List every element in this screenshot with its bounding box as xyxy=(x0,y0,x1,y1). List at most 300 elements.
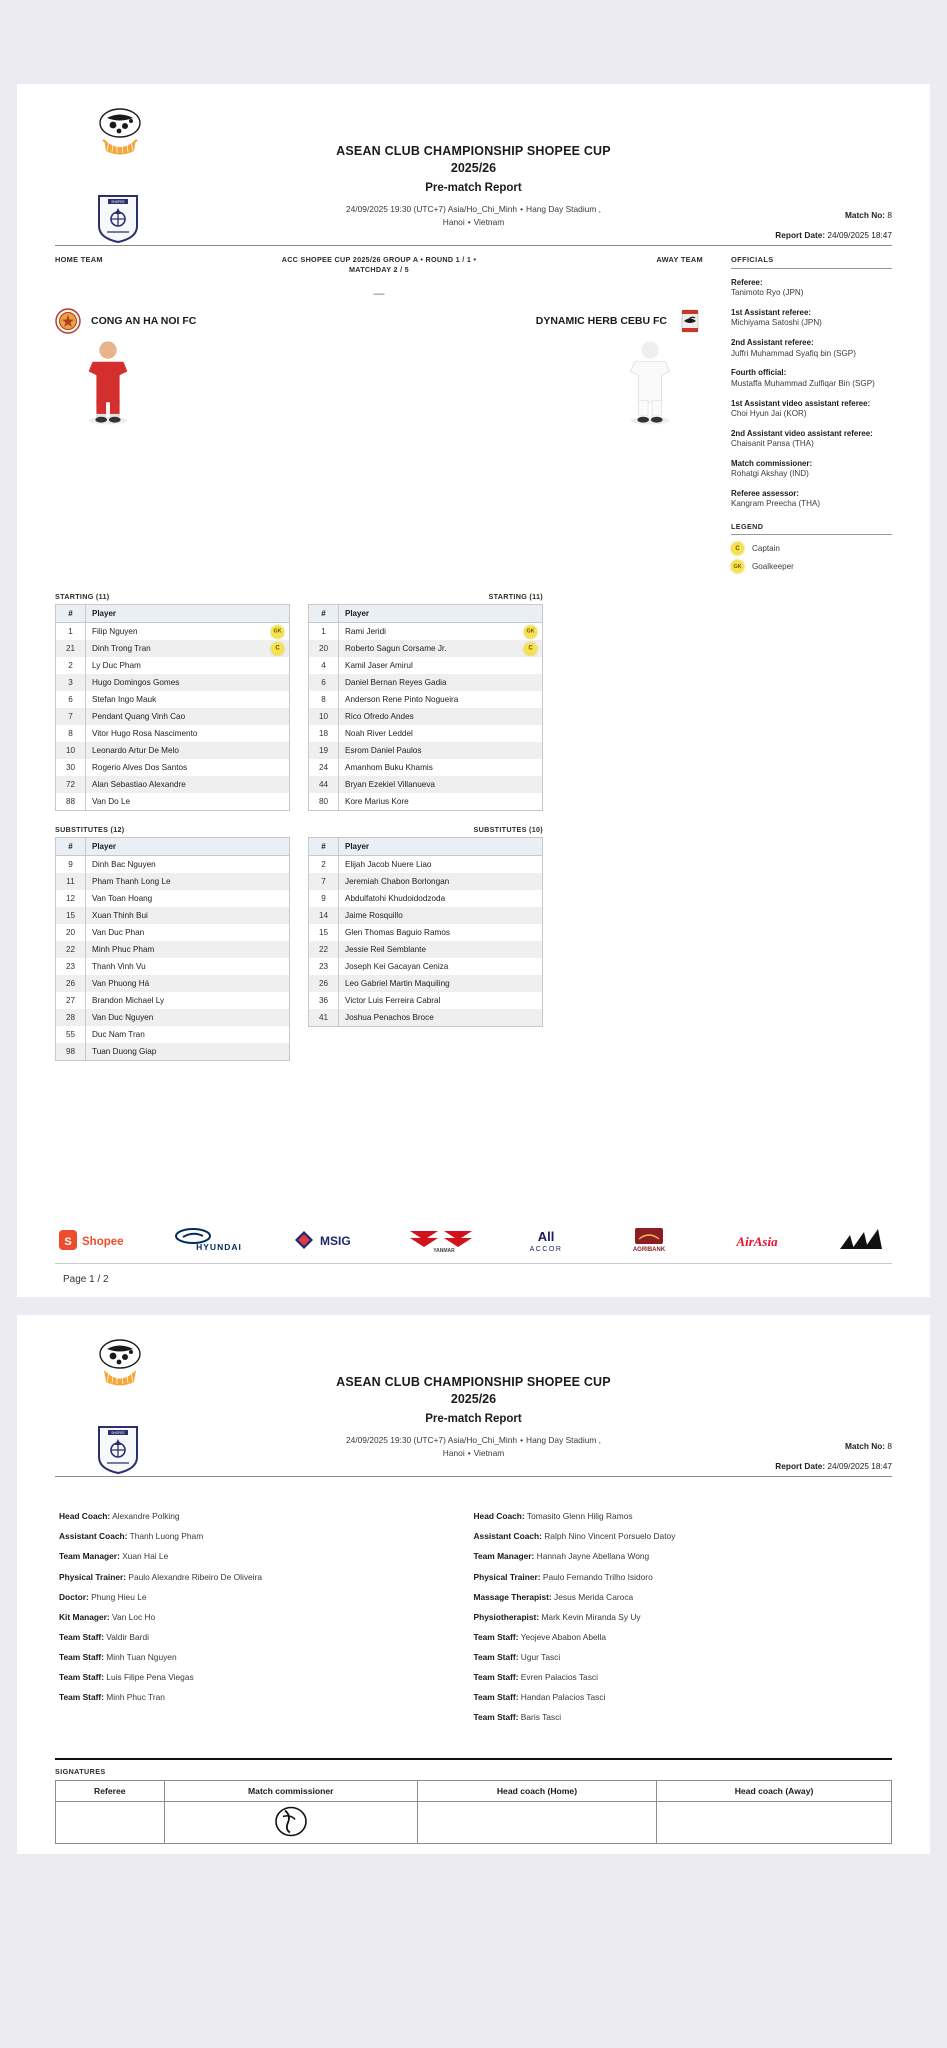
player-name-cell xyxy=(339,623,543,641)
col-header-number: # xyxy=(56,605,86,623)
staff-role: Assistant Coach: xyxy=(59,1531,128,1542)
player-name-cell xyxy=(339,992,543,1009)
player-name: Daniel Bernan Reyes Gadia xyxy=(345,678,447,688)
table-row xyxy=(309,793,543,811)
staff-role: Team Staff: xyxy=(473,1712,519,1723)
table-row xyxy=(56,1043,290,1061)
team-labels-row xyxy=(55,246,703,276)
player-name: Rogerio Alves Dos Santos xyxy=(92,763,188,773)
player-number: 21 xyxy=(56,640,86,657)
match-no-value-p2: 8 xyxy=(887,1441,892,1452)
home-starting-header xyxy=(55,592,290,601)
table-row xyxy=(309,623,543,641)
table-row xyxy=(309,856,543,874)
player-name-cell xyxy=(86,1009,290,1026)
report-date-value-p2: 24/09/2025 18:47 xyxy=(827,1461,892,1472)
player-name: Van Phuong Há xyxy=(92,979,150,989)
player-name-cell xyxy=(339,793,543,811)
table-row xyxy=(56,708,290,725)
player-name: Van Toan Hoang xyxy=(92,894,153,904)
official-item xyxy=(731,308,892,329)
official-name: Tanimoto Ryo (JPN) xyxy=(731,288,804,298)
player-number: 3 xyxy=(56,674,86,691)
home-starting-table xyxy=(55,604,290,811)
player-number: 1 xyxy=(309,623,339,641)
table-row xyxy=(56,1026,290,1043)
staff-role: Team Staff: xyxy=(59,1651,104,1662)
competition-title: ASEAN CLUB CHAMPIONSHIP SHOPEE CUP xyxy=(336,144,611,158)
player-name-cell xyxy=(339,759,543,776)
sponsor-yanmar xyxy=(404,1227,484,1253)
legend-item xyxy=(731,560,892,573)
player-name: Glen Thomas Baguio Ramos xyxy=(345,928,450,938)
player-name: Jessie Reil Semblante xyxy=(345,945,427,955)
staff-role: Team Staff: xyxy=(59,1671,104,1682)
page-number: Page 1 / 2 xyxy=(63,1274,109,1286)
signature-cell[interactable] xyxy=(56,1802,165,1844)
player-number: 7 xyxy=(56,708,86,725)
player-name: Elijah Jacob Nuere Liao xyxy=(345,860,432,870)
player-number: 36 xyxy=(309,992,339,1009)
player-number: 30 xyxy=(56,759,86,776)
table-row xyxy=(309,958,543,975)
table-row xyxy=(56,657,290,674)
away-staff-col xyxy=(474,1511,889,1732)
round-line-2: MATCHDAY 2 / 5 xyxy=(349,265,409,275)
signature-column-header: Head coach (Away) xyxy=(657,1781,892,1802)
player-name-cell xyxy=(339,742,543,759)
staff-role: Team Staff: xyxy=(473,1631,519,1642)
player-name-cell xyxy=(339,924,543,941)
staff-line xyxy=(59,1511,460,1521)
staff-line xyxy=(474,1712,875,1722)
official-role: 2nd Assistant referee: xyxy=(731,338,814,348)
sponsor-bar xyxy=(55,1211,892,1264)
player-name: Joseph Kei Gacayan Ceniza xyxy=(345,962,449,972)
official-name: Juffri Muhammad Syafiq bin (SGP) xyxy=(731,348,856,358)
table-row xyxy=(56,924,290,941)
away-starting-header xyxy=(308,592,543,601)
table-row xyxy=(309,742,543,759)
player-name: Pendant Quang Vinh Cao xyxy=(92,712,186,722)
player-number: 9 xyxy=(56,856,86,874)
player-number: 22 xyxy=(56,941,86,958)
home-starting-label: STARTING (11) xyxy=(55,592,110,602)
table-row xyxy=(56,742,290,759)
match-venue: Hang Day Stadium , xyxy=(526,203,601,214)
away-team-crest-icon xyxy=(677,308,703,334)
home-subs-col xyxy=(55,825,290,1061)
table-row xyxy=(56,725,290,742)
report-page-2 xyxy=(17,1315,930,1854)
player-name: Esrom Daniel Paulos xyxy=(345,746,422,756)
official-item xyxy=(731,368,892,389)
sponsor-airasia xyxy=(716,1227,798,1253)
legend-divider xyxy=(731,534,892,535)
signature-cell[interactable] xyxy=(657,1802,892,1844)
col-header-player: Player xyxy=(339,605,543,623)
table-row xyxy=(56,623,290,641)
home-subs-table xyxy=(55,837,290,1061)
away-starting-col xyxy=(308,592,543,811)
report-title-block xyxy=(55,84,892,229)
player-number: 18 xyxy=(309,725,339,742)
player-name-cell xyxy=(86,623,290,641)
match-number-p2 xyxy=(845,1441,892,1451)
player-name-cell xyxy=(339,691,543,708)
substitutes-lineups xyxy=(55,825,892,1061)
staff-line xyxy=(59,1672,460,1682)
staff-line xyxy=(59,1531,460,1541)
table-row xyxy=(56,890,290,907)
player-name-cell xyxy=(86,958,290,975)
venue-city-p2: Hanoi xyxy=(442,1448,465,1459)
staff-line xyxy=(59,1592,460,1602)
staff-role: Team Staff: xyxy=(59,1692,104,1703)
sponsor-accor xyxy=(511,1227,581,1253)
away-subs-table xyxy=(308,837,543,1027)
report-type: Pre-match Report xyxy=(425,181,522,194)
table-row xyxy=(56,691,290,708)
svg-text:Shopee: Shopee xyxy=(82,1236,124,1249)
staff-name: Mark Kevin Miranda Sy Uy xyxy=(539,1611,641,1622)
player-number: 44 xyxy=(309,776,339,793)
table-row xyxy=(309,691,543,708)
player-number: 24 xyxy=(309,759,339,776)
staff-name: Evren Palacios Tasci xyxy=(518,1671,598,1682)
player-name: Tuan Duong Giap xyxy=(92,1047,157,1057)
goalkeeper-badge-icon: GK xyxy=(271,625,284,638)
signatures-table xyxy=(55,1780,892,1844)
competition-season-p2: 2025/26 xyxy=(450,1392,497,1407)
officials-title: OFFICIALS xyxy=(731,254,774,264)
score-placeholder: — xyxy=(373,287,385,300)
player-number: 7 xyxy=(309,873,339,890)
official-item xyxy=(731,278,892,299)
player-number: 80 xyxy=(309,793,339,811)
official-item xyxy=(731,459,892,480)
competition-club-logo-icon-p2 xyxy=(95,1423,141,1475)
home-subs-header xyxy=(55,825,290,834)
player-number: 23 xyxy=(309,958,339,975)
player-name-cell xyxy=(339,674,543,691)
match-no-label: Match No: xyxy=(844,210,886,220)
table-row xyxy=(309,975,543,992)
player-name: Filip Nguyen xyxy=(92,627,138,637)
player-name-cell xyxy=(86,992,290,1009)
signature-cell[interactable] xyxy=(164,1802,417,1844)
official-role: Fourth official: xyxy=(731,368,787,378)
player-number: 19 xyxy=(309,742,339,759)
staff-role: Massage Therapist: xyxy=(473,1591,552,1602)
staff-line xyxy=(474,1692,875,1702)
table-row xyxy=(56,975,290,992)
player-number: 22 xyxy=(309,941,339,958)
staff-role: Physical Trainer: xyxy=(473,1571,541,1582)
player-name-cell xyxy=(86,975,290,992)
legend-title: LEGEND xyxy=(731,522,764,532)
asean-federation-logo-icon-p2 xyxy=(89,1337,151,1389)
player-number: 20 xyxy=(309,640,339,657)
table-row xyxy=(56,640,290,657)
staff-line xyxy=(474,1632,875,1642)
staff-role: Team Manager: xyxy=(473,1551,535,1562)
staff-role: Physical Trainer: xyxy=(59,1571,127,1582)
report-date-label: Report Date: xyxy=(775,230,826,240)
asean-federation-logo-icon xyxy=(89,106,151,158)
col-header-player: Player xyxy=(86,605,290,623)
staff-name: Handan Palacios Tasci xyxy=(518,1692,606,1703)
report-date-p2 xyxy=(775,1461,892,1471)
home-starting-col xyxy=(55,592,290,811)
signature-cell[interactable] xyxy=(417,1802,656,1844)
table-row xyxy=(56,759,290,776)
document-viewport xyxy=(0,84,947,1854)
signature-column-header: Head coach (Home) xyxy=(417,1781,656,1802)
staff-line xyxy=(474,1672,875,1682)
staff-line xyxy=(474,1531,875,1541)
signature-mark xyxy=(269,1800,313,1845)
player-name: Leonardo Artur De Melo xyxy=(92,746,179,756)
staff-role: Team Staff: xyxy=(473,1671,519,1682)
home-team-name: CONG AN HA NOI FC xyxy=(91,314,197,327)
player-number: 11 xyxy=(56,873,86,890)
staff-name: Paulo Fernando Trilho Isidoro xyxy=(540,1571,653,1582)
staff-line xyxy=(59,1572,460,1582)
player-number: 15 xyxy=(309,924,339,941)
table-row xyxy=(309,941,543,958)
player-name-cell xyxy=(86,725,290,742)
round-info xyxy=(225,255,533,276)
player-name-cell xyxy=(86,907,290,924)
report-page-1 xyxy=(17,84,930,1297)
staff-role: Team Staff: xyxy=(473,1692,519,1703)
away-starting-label: STARTING (11) xyxy=(488,592,543,602)
sponsor-agribank xyxy=(609,1227,689,1253)
player-name: Vitor Hugo Rosa Nascimento xyxy=(92,729,198,739)
player-name: Leo Gabriel Martin Maquiling xyxy=(345,979,450,989)
player-name: Van Do Le xyxy=(92,797,131,807)
player-name-cell xyxy=(86,856,290,874)
staff-role: Kit Manager: xyxy=(59,1611,110,1622)
venue-country-p2: Vietnam xyxy=(473,1448,505,1459)
table-row xyxy=(309,890,543,907)
col-header-number: # xyxy=(56,838,86,856)
player-number: 23 xyxy=(56,958,86,975)
player-name-cell xyxy=(339,776,543,793)
table-row xyxy=(56,793,290,811)
staff-name: Alexandre Polking xyxy=(110,1511,180,1522)
away-team-label: AWAY TEAM xyxy=(656,254,703,264)
player-number: 6 xyxy=(309,674,339,691)
player-number: 14 xyxy=(309,907,339,924)
player-name: Joshua Penachos Broce xyxy=(345,1013,434,1023)
staff-name: Luis Filipe Pena Viegas xyxy=(103,1671,194,1682)
venue-city: Hanoi xyxy=(442,216,465,227)
table-row xyxy=(56,873,290,890)
staff-line xyxy=(474,1652,875,1662)
away-starting-table xyxy=(308,604,543,811)
player-number: 8 xyxy=(56,725,86,742)
staff-name: Ralph Nino Vincent Porsuelo Datoy xyxy=(541,1531,676,1542)
report-date-label-p2: Report Date: xyxy=(775,1461,826,1472)
captain-badge-icon: C xyxy=(731,542,744,555)
player-name: Brandon Michael Ly xyxy=(92,996,165,1006)
player-name-cell xyxy=(86,640,290,657)
table-row xyxy=(309,657,543,674)
player-number: 20 xyxy=(56,924,86,941)
official-name: Chaisanit Pansa (THA) xyxy=(731,439,814,449)
player-number: 4 xyxy=(309,657,339,674)
col-header-number: # xyxy=(309,838,339,856)
teams-and-officials xyxy=(55,246,892,579)
official-role: Match commissioner: xyxy=(731,459,813,469)
official-role: Referee assessor: xyxy=(731,489,799,499)
official-item xyxy=(731,489,892,510)
official-role: Referee: xyxy=(731,277,763,287)
table-row xyxy=(56,674,290,691)
player-name-cell xyxy=(339,941,543,958)
player-name: Jaime Rosquillo xyxy=(345,911,403,921)
official-role: 1st Assistant video assistant referee: xyxy=(731,398,871,408)
legend-list xyxy=(731,542,892,573)
player-name: Anderson Rene Pinto Nogueira xyxy=(345,695,459,705)
home-team-crest-icon xyxy=(55,308,81,334)
table-row xyxy=(56,1009,290,1026)
table-row xyxy=(309,708,543,725)
staff-name: Van Loc Ho xyxy=(109,1611,156,1622)
table-row xyxy=(309,1009,543,1027)
player-name-cell xyxy=(86,742,290,759)
staff-line xyxy=(474,1551,875,1561)
table-row xyxy=(309,776,543,793)
staff-line xyxy=(474,1612,875,1622)
staff-role: Doctor: xyxy=(59,1591,89,1602)
staff-role: Team Staff: xyxy=(59,1631,104,1642)
officials-list xyxy=(731,278,892,511)
match-meta-p2: 24/09/2025 19:30 (UTC+7) Asia/Ho_Chi_Minh • Hang Day Stadium , Hanoi • Vietnam xyxy=(346,1435,601,1459)
signature-column-header: Referee xyxy=(56,1781,165,1802)
match-datetime: 24/09/2025 19:30 (UTC+7) Asia/Ho_Chi_Minh xyxy=(346,203,518,214)
player-name-cell xyxy=(86,708,290,725)
table-row xyxy=(56,941,290,958)
player-name-cell xyxy=(86,776,290,793)
teams-section xyxy=(55,246,717,579)
official-name: Rohatgi Akshay (IND) xyxy=(731,469,809,479)
player-number: 10 xyxy=(56,742,86,759)
player-name-cell xyxy=(86,941,290,958)
staff-name: Phung Hieu Le xyxy=(88,1591,147,1602)
player-name: Alan Sebastiao Alexandre xyxy=(92,780,186,790)
captain-badge-icon: C xyxy=(271,642,284,655)
player-name: Minh Phuc Pham xyxy=(92,945,155,955)
player-name-cell xyxy=(339,640,543,657)
staff-line xyxy=(474,1511,875,1521)
player-number: 41 xyxy=(309,1009,339,1027)
player-number: 2 xyxy=(56,657,86,674)
staff-name: Minh Phuc Tran xyxy=(103,1692,165,1703)
player-name-cell xyxy=(339,907,543,924)
player-number: 72 xyxy=(56,776,86,793)
player-number: 88 xyxy=(56,793,86,811)
report-date xyxy=(775,230,892,240)
player-number: 15 xyxy=(56,907,86,924)
table-row xyxy=(56,958,290,975)
match-meta: 24/09/2025 19:30 (UTC+7) Asia/Ho_Chi_Minh • Hang Day Stadium , Hanoi • Vietnam xyxy=(346,203,601,227)
player-number: 27 xyxy=(56,992,86,1009)
player-number: 9 xyxy=(309,890,339,907)
staff-name: Yeojeve Ababon Abella xyxy=(518,1631,607,1642)
player-name-cell xyxy=(86,924,290,941)
player-name: Ly Duc Pham xyxy=(92,661,141,671)
player-name-cell xyxy=(339,856,543,874)
player-name: Hugo Domingos Gomes xyxy=(92,678,180,688)
table-row xyxy=(309,759,543,776)
table-row xyxy=(309,924,543,941)
staff-role: Team Manager: xyxy=(59,1551,120,1562)
player-name-cell xyxy=(86,691,290,708)
staff-role: Physiotherapist: xyxy=(473,1611,540,1622)
goalkeeper-badge-icon: GK xyxy=(731,560,744,573)
player-number: 98 xyxy=(56,1043,86,1061)
svg-text:All: All xyxy=(537,1229,555,1245)
legend-label: Captain xyxy=(752,544,780,554)
official-name: Michiyama Satoshi (JPN) xyxy=(731,318,822,328)
player-number: 28 xyxy=(56,1009,86,1026)
staff-name: Jesus Merida Caroca xyxy=(551,1591,634,1602)
staff-line xyxy=(59,1652,460,1662)
home-kit xyxy=(55,338,379,426)
player-name-cell xyxy=(339,708,543,725)
staff-name: Minh Tuan Nguyen xyxy=(103,1651,177,1662)
player-name-cell xyxy=(339,1009,543,1027)
staff-name: Tomasito Glenn Hilig Ramos xyxy=(524,1511,633,1522)
sponsor-shopee xyxy=(59,1227,145,1253)
player-number: 1 xyxy=(56,623,86,641)
player-name: Duc Nam Tran xyxy=(92,1030,145,1040)
away-kit xyxy=(379,338,703,426)
captain-badge-icon: C xyxy=(524,642,537,655)
player-name-cell xyxy=(339,725,543,742)
player-number: 10 xyxy=(309,708,339,725)
player-name-cell xyxy=(86,873,290,890)
starting-lineups xyxy=(55,592,892,811)
official-item xyxy=(731,338,892,359)
official-name: Mustaffa Muhammad Zulfiqar Bin (SGP) xyxy=(731,378,875,388)
player-number: 8 xyxy=(309,691,339,708)
col-header-number: # xyxy=(309,605,339,623)
away-subs-header xyxy=(308,825,543,834)
sponsor-hyundai xyxy=(173,1227,265,1253)
svg-text:ACCOR: ACCOR xyxy=(529,1246,563,1254)
player-name-cell xyxy=(86,759,290,776)
player-name: Dinh Bac Nguyen xyxy=(92,860,156,870)
player-name: Pham Thanh Long Le xyxy=(92,877,171,887)
player-name-cell xyxy=(339,975,543,992)
kits-row xyxy=(55,338,703,426)
player-name-cell xyxy=(339,890,543,907)
table-row xyxy=(309,640,543,657)
svg-text:SHOPEE: SHOPEE xyxy=(111,200,125,205)
table-row xyxy=(309,992,543,1009)
legend-label: Goalkeeper xyxy=(752,562,794,572)
signatures-title: SIGNATURES xyxy=(55,1767,106,1777)
officials-divider xyxy=(731,268,892,269)
table-row xyxy=(309,873,543,890)
player-number: 2 xyxy=(309,856,339,874)
match-no-value: 8 xyxy=(887,210,892,220)
player-name-cell xyxy=(86,1026,290,1043)
